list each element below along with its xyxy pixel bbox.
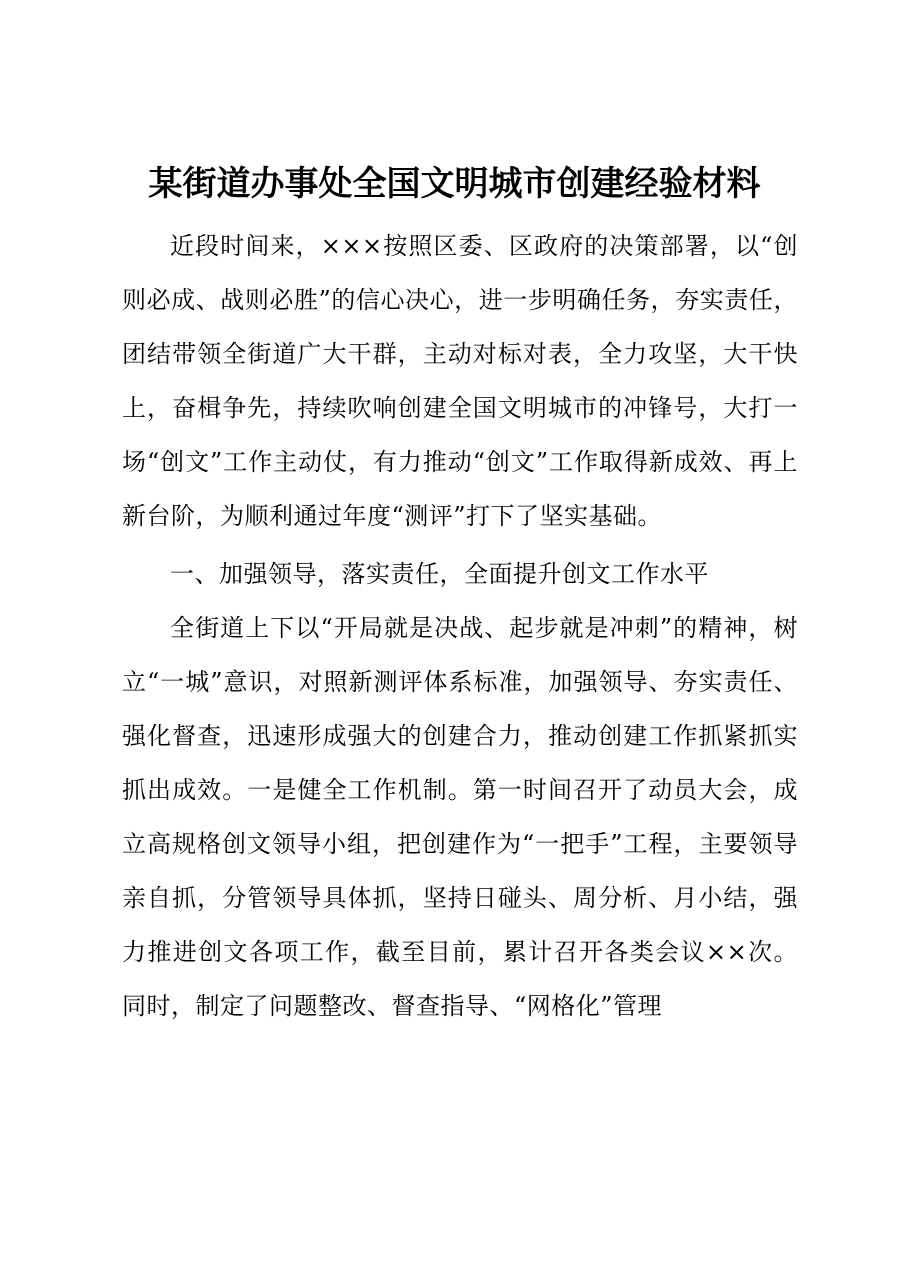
section-heading-1: 一、加强领导，落实责任，全面提升创文工作水平 [170, 560, 709, 588]
document-title: 某街道办事处全国文明城市创建经验材料 [148, 164, 761, 204]
paragraph-section-1: 全街道上下以“开局就是决战、起步就是冲刺”的精神，树立“一城”意识，对照新测评体系标准，加强领导、夯实责任、强化督查，迅速形成强大的创建合力，推动创建工作抓紧抓实抓出成效。一是健全工作机制。第一时间召开了动员大会，成立高规格创文领导小组，把创建作为“一把手”工程，主要领导亲自抓，分管领导具体抓，坚持日碰头、周分析、月小结，强力推进创文各项工作，截至目前，累计召开各类会议××次。同时，制定了问题整改、督查指导、“网格化”管理 [122, 614, 798, 1020]
document-body [122, 219, 798, 1033]
paragraph-intro: 近段时间来，×××按照区委、区政府的决策部署，以“创则必成、战则必胜”的信心决心，进一步明确任务，夯实责任，团结带领全街道广大干群，主动对标对表，全力攻坚，大干快上，奋楫争先，持续吹响创建全国文明城市的冲锋号，大打一场“创文”工作主动仗，有力推动“创文”工作取得新成效、再上新台阶，为顺利通过年度“测评”打下了坚实基础。 [122, 232, 798, 530]
